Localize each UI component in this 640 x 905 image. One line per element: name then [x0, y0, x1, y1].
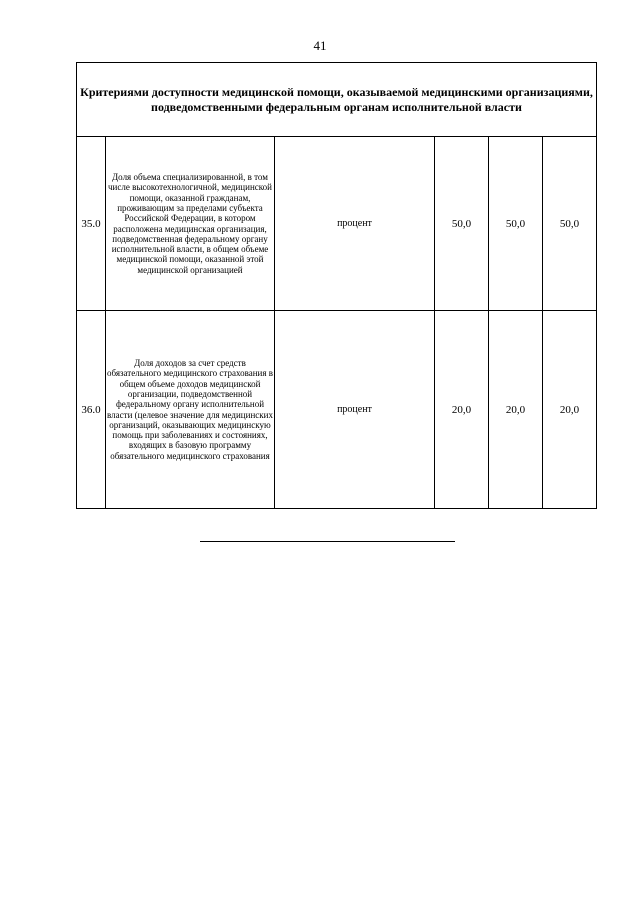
unit-cell: процент [275, 311, 435, 509]
value-cell-1: 20,0 [435, 311, 489, 509]
row-number: 35.0 [77, 137, 106, 311]
indicator-description: Доля доходов за счет средств обязательного медицинского страхования в общем объеме доходов медицинской организации, подведомственной федеральному органу исполнительной власти (целевое значение для медицинских организаций, оказывающих медицинскую помощь при заболеваниях и состояниях, входящих в базовую программу обязательного медицинского страхования [106, 311, 275, 509]
section-header-row [77, 63, 597, 137]
page-number: 41 [313, 38, 327, 53]
value-cell-3: 50,0 [543, 137, 597, 311]
value-cell-2: 50,0 [489, 137, 543, 311]
criteria-table [76, 62, 597, 509]
closing-divider [200, 541, 455, 542]
indicator-description: Доля объема специализированной, в том числе высокотехнологичной, медицинской помощи, оказанной гражданам, проживающим за пределами субъекта Российской Федерации, в котором расположена медицинская организация, подведомственная федеральному органу исполнительной власти, в общем объеме медицинской помощи, оказанной этой медицинской организацией [106, 137, 275, 311]
unit-cell: процент [275, 137, 435, 311]
table-row [77, 137, 597, 311]
row-number: 36.0 [77, 311, 106, 509]
section-title: Критериями доступности медицинской помощи, оказываемой медицинскими организациями, подведомственными федеральным органам исполнительной власти [77, 63, 597, 137]
value-cell-1: 50,0 [435, 137, 489, 311]
value-cell-2: 20,0 [489, 311, 543, 509]
value-cell-3: 20,0 [543, 311, 597, 509]
table-row [77, 311, 597, 509]
